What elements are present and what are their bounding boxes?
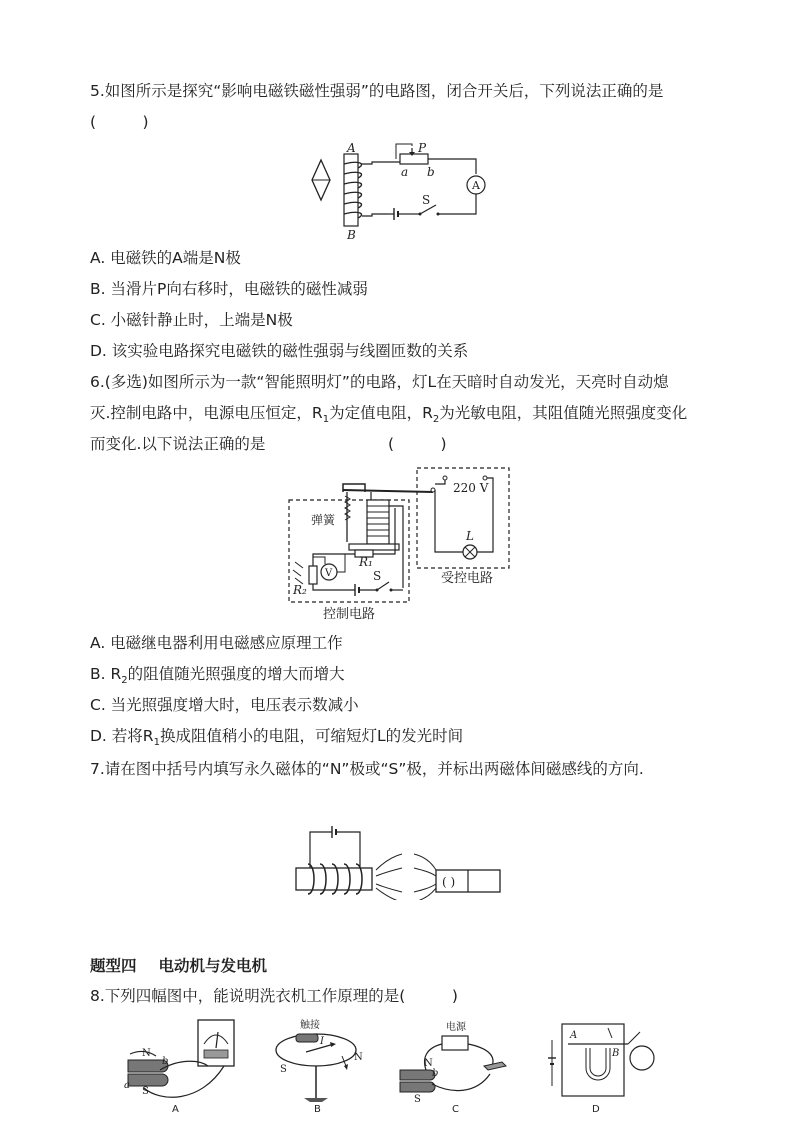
q8-b-label-contact: 触接	[300, 1020, 320, 1031]
q5-answer-blank: ( )	[90, 113, 149, 131]
q5-option-a: A. 电磁铁的A端是N极	[90, 249, 241, 267]
q8-figure-b	[270, 1014, 370, 1118]
q5-figure	[300, 142, 500, 242]
q6-r1-label: R₁	[359, 555, 373, 569]
q7-figure	[290, 820, 510, 900]
q6-stem-line2: 灭.控制电路中，电源电压恒定，$R_1$为定值电阻，$R_2$为光敏电阻，其阻值随光照强度变化	[90, 404, 688, 426]
q6-answer-blank: ( )	[388, 435, 447, 453]
q6-option-a: A. 电磁继电器利用电磁感应原理工作	[90, 634, 343, 652]
q8-d-label-b: B	[612, 1048, 620, 1059]
q6-voltage-label: 220 V	[453, 481, 489, 495]
q7-bracket: ( )	[442, 875, 456, 889]
q8-a-label-s: S	[142, 1086, 149, 1097]
q6-option-b: B. $R_2$的阻值随光照强度的增大而增大	[90, 665, 345, 687]
q8-c-label-b: b	[432, 1068, 439, 1079]
q6-controlled-circuit-label: 受控电路	[441, 571, 494, 586]
q7-stem: 7.请在图中括号内填写永久磁体的“N”极或“S”极，并标出两磁体间磁感线的方向.	[90, 760, 644, 778]
q6-stem-line3: 而变化.以下说法正确的是	[90, 435, 266, 453]
q8-c-label-s: S	[414, 1094, 421, 1105]
q8-figure-c	[396, 1014, 526, 1118]
q5-stem: 5.如图所示是探究“影响电磁铁磁性强弱”的电路图，闭合开关后，下列说法正确的是	[90, 82, 664, 100]
section-title: 题型四 电动机与发电机	[90, 957, 268, 975]
q8-figure-d	[548, 1014, 668, 1118]
q5-label-a-slider: a	[401, 165, 409, 179]
q8-c-label-n: N	[424, 1058, 433, 1069]
q5-option-b: B. 当滑片P向右移时，电磁铁的磁性减弱	[90, 280, 368, 298]
q6-voltmeter-label: V	[325, 568, 333, 579]
q8-stem: 8.下列四幅图中，能说明洗衣机工作原理的是( )	[90, 987, 458, 1005]
q8-caption-c: C	[452, 1104, 459, 1115]
q6-stem-line1: 6.(多选)如图所示为一款“智能照明灯”的电路，灯L在天暗时自动发光，天亮时自动熄	[90, 373, 669, 391]
q6-switch-label: S	[373, 569, 382, 583]
q8-c-label-power: 电源	[446, 1022, 466, 1033]
q8-b-label-n: N	[354, 1052, 363, 1063]
q8-b-label-i: I	[320, 1036, 324, 1047]
q8-figure-a	[120, 1014, 240, 1118]
q5-option-c: C. 小磁针静止时，上端是N极	[90, 311, 293, 329]
q8-a-label-a: a	[124, 1080, 130, 1091]
q8-b-label-s: S	[280, 1064, 287, 1075]
q8-caption-d: D	[592, 1104, 600, 1115]
q8-a-label-b: b	[162, 1056, 169, 1067]
q6-option-d: D. 若将$R_1$换成阻值稍小的电阻，可缩短灯L的发光时间	[90, 727, 464, 749]
q5-ammeter-label: A	[472, 179, 480, 192]
q6-lamp-label: L	[466, 529, 474, 543]
q6-control-circuit-label: 控制电路	[323, 607, 376, 622]
q5-label-p: P	[418, 142, 427, 155]
q8-caption-b: B	[314, 1104, 321, 1115]
q5-label-b-slider: b	[427, 165, 435, 179]
q8-d-label-a: A	[570, 1030, 578, 1041]
q6-r2-label: R₂	[293, 583, 307, 597]
q8-a-label-n: N	[142, 1048, 151, 1059]
q5-option-d: D. 该实验电路探究电磁铁的磁性强弱与线圈匝数的关系	[90, 342, 469, 360]
q5-label-b-end: B	[347, 228, 356, 242]
q5-label-switch: S	[422, 193, 431, 207]
q6-figure	[285, 462, 515, 624]
q5-label-a-end: A	[347, 142, 356, 155]
q8-caption-a: A	[172, 1104, 179, 1115]
q6-option-c: C. 当光照强度增大时，电压表示数减小	[90, 696, 359, 714]
q6-spring-label: 弹簧	[311, 513, 336, 527]
